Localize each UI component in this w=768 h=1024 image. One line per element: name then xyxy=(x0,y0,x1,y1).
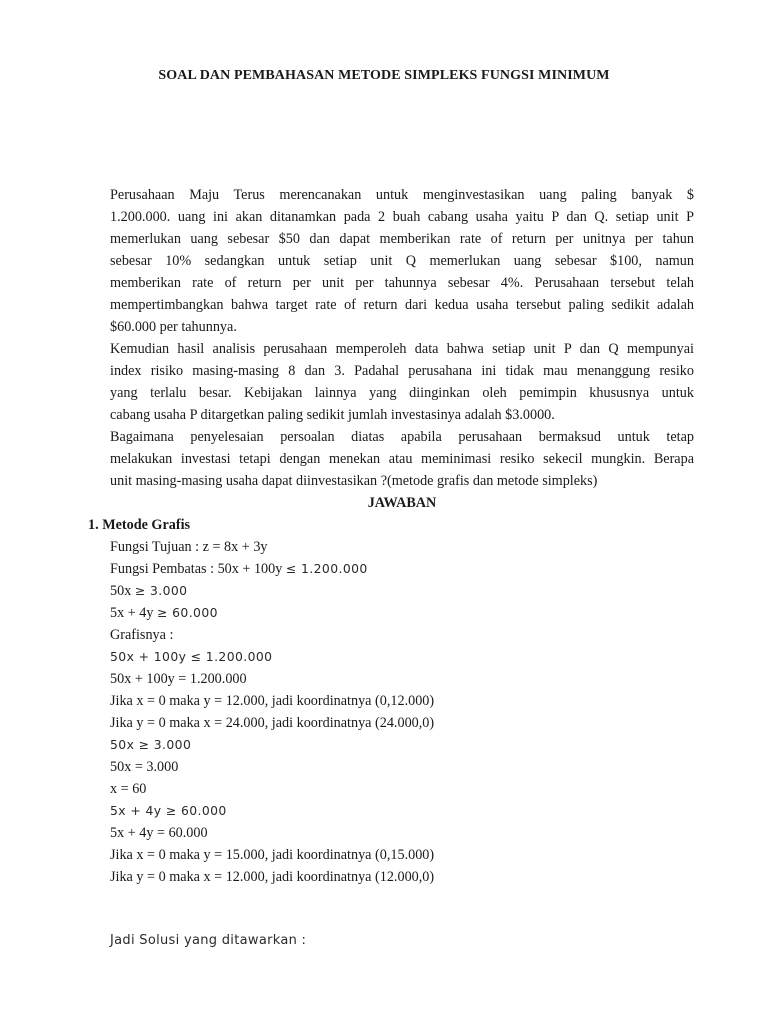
graph-label: Grafisnya : xyxy=(110,627,174,643)
problem-line: memerlukan uang sebesar $50 dan dapat memberikan rate of return per unitnya per tahun xyxy=(110,231,694,247)
problem-line: mempertimbangkan bahwa target rate of return dari kedua usaha tersebut paling sedikit adalah xyxy=(110,297,694,313)
constraints-label: Fungsi Pembatas : 50x + 100y xyxy=(110,561,286,577)
graph-3-equation: 5x + 4y = 60.000 xyxy=(110,825,208,841)
objective-function: Fungsi Tujuan : z = 8x + 3y xyxy=(110,539,268,555)
graph-3-point-1: Jika x = 0 maka y = 15.000, jadi koordinatnya (0,15.000) xyxy=(110,847,435,863)
problem-line: cabang usaha P ditargetkan paling sedikit jumlah investasinya adalah $3.0000. xyxy=(110,407,555,423)
problem-line: Bagaimana penyelesaian persoalan diatas apabila perusahaan bermaksud untuk tetap xyxy=(110,429,694,445)
constraint-2-text: 50x ≥ 3.000 xyxy=(110,583,188,599)
solution-steps xyxy=(110,536,694,888)
graph-2-inequality: 50x ≥ 3.000 xyxy=(110,737,192,752)
graph-2-equation: 50x = 3.000 xyxy=(110,759,179,775)
problem-line: Perusahaan Maju Terus merencanakan untuk menginvestasikan uang paling banyak $ xyxy=(110,187,694,203)
document-title: SOAL DAN PEMBAHASAN METODE SIMPLEKS FUNGSI MINIMUM xyxy=(158,68,610,83)
problem-line: Kemudian hasil analisis perusahaan memperoleh data bahwa setiap unit P dan Q mempunyai xyxy=(110,341,694,357)
graph-3-point-2: Jika y = 0 maka x = 12.000, jadi koordinatnya (12.000,0) xyxy=(110,869,435,885)
graph-1-point-2: Jika y = 0 maka x = 24.000, jadi koordinatnya (24.000,0) xyxy=(110,715,435,731)
problem-line: memberikan rate of return per unit per tahunnya sebesar 4%. Perusahaan tersebut telah xyxy=(110,275,694,291)
problem-line: 1.200.000. uang ini akan ditanamkan pada 2 buah cabang usaha yaitu P dan Q. setiap unit P xyxy=(110,209,694,225)
problem-statement xyxy=(110,184,694,514)
section-number: 1. xyxy=(88,517,99,533)
constraint-3 xyxy=(110,602,694,624)
graph-1-inequality: 50x + 100y ≤ 1.200.000 xyxy=(110,649,273,664)
solution-footer xyxy=(110,930,694,952)
constraint-2 xyxy=(110,580,694,602)
constraints-line xyxy=(110,558,694,580)
problem-line: sebesar 10% sedangkan untuk setiap unit Q memerlukan uang sebesar $100, namun xyxy=(110,253,694,269)
graph-1-point-1: Jika x = 0 maka y = 12.000, jadi koordinatnya (0,12.000) xyxy=(110,693,435,709)
problem-line: melakukan investasi tetapi dengan menekan atau meminimasi resiko sekecil mungkin. Berapa xyxy=(110,451,694,467)
problem-line: $60.000 per tahunnya. xyxy=(110,319,237,335)
problem-line: index risiko masing-masing 8 dan 3. Padahal perusahana ini tidak mau menanggung resiko xyxy=(110,363,694,379)
graph-1-equation: 50x + 100y = 1.200.000 xyxy=(110,671,247,687)
section-title: Metode Grafis xyxy=(102,517,191,533)
graph-2-x-value: x = 60 xyxy=(110,781,147,797)
constraint-3-text: 5x + 4y ≥ 60.000 xyxy=(110,605,218,621)
problem-line: yang terlalu besar. Kebijakan lainnya yang diinginkan oleh pemimpin khususnya untuk xyxy=(110,385,694,401)
answer-heading: JAWABAN xyxy=(367,495,437,511)
graph-3-inequality: 5x + 4y ≥ 60.000 xyxy=(110,803,227,818)
constraints-value: ≤ 1.200.000 xyxy=(285,561,368,576)
solution-label: Jadi Solusi yang ditawarkan : xyxy=(110,933,307,948)
problem-line: unit masing-masing usaha dapat diinvestasikan ?(metode grafis dan metode simpleks) xyxy=(110,473,598,489)
section-heading xyxy=(88,514,190,536)
